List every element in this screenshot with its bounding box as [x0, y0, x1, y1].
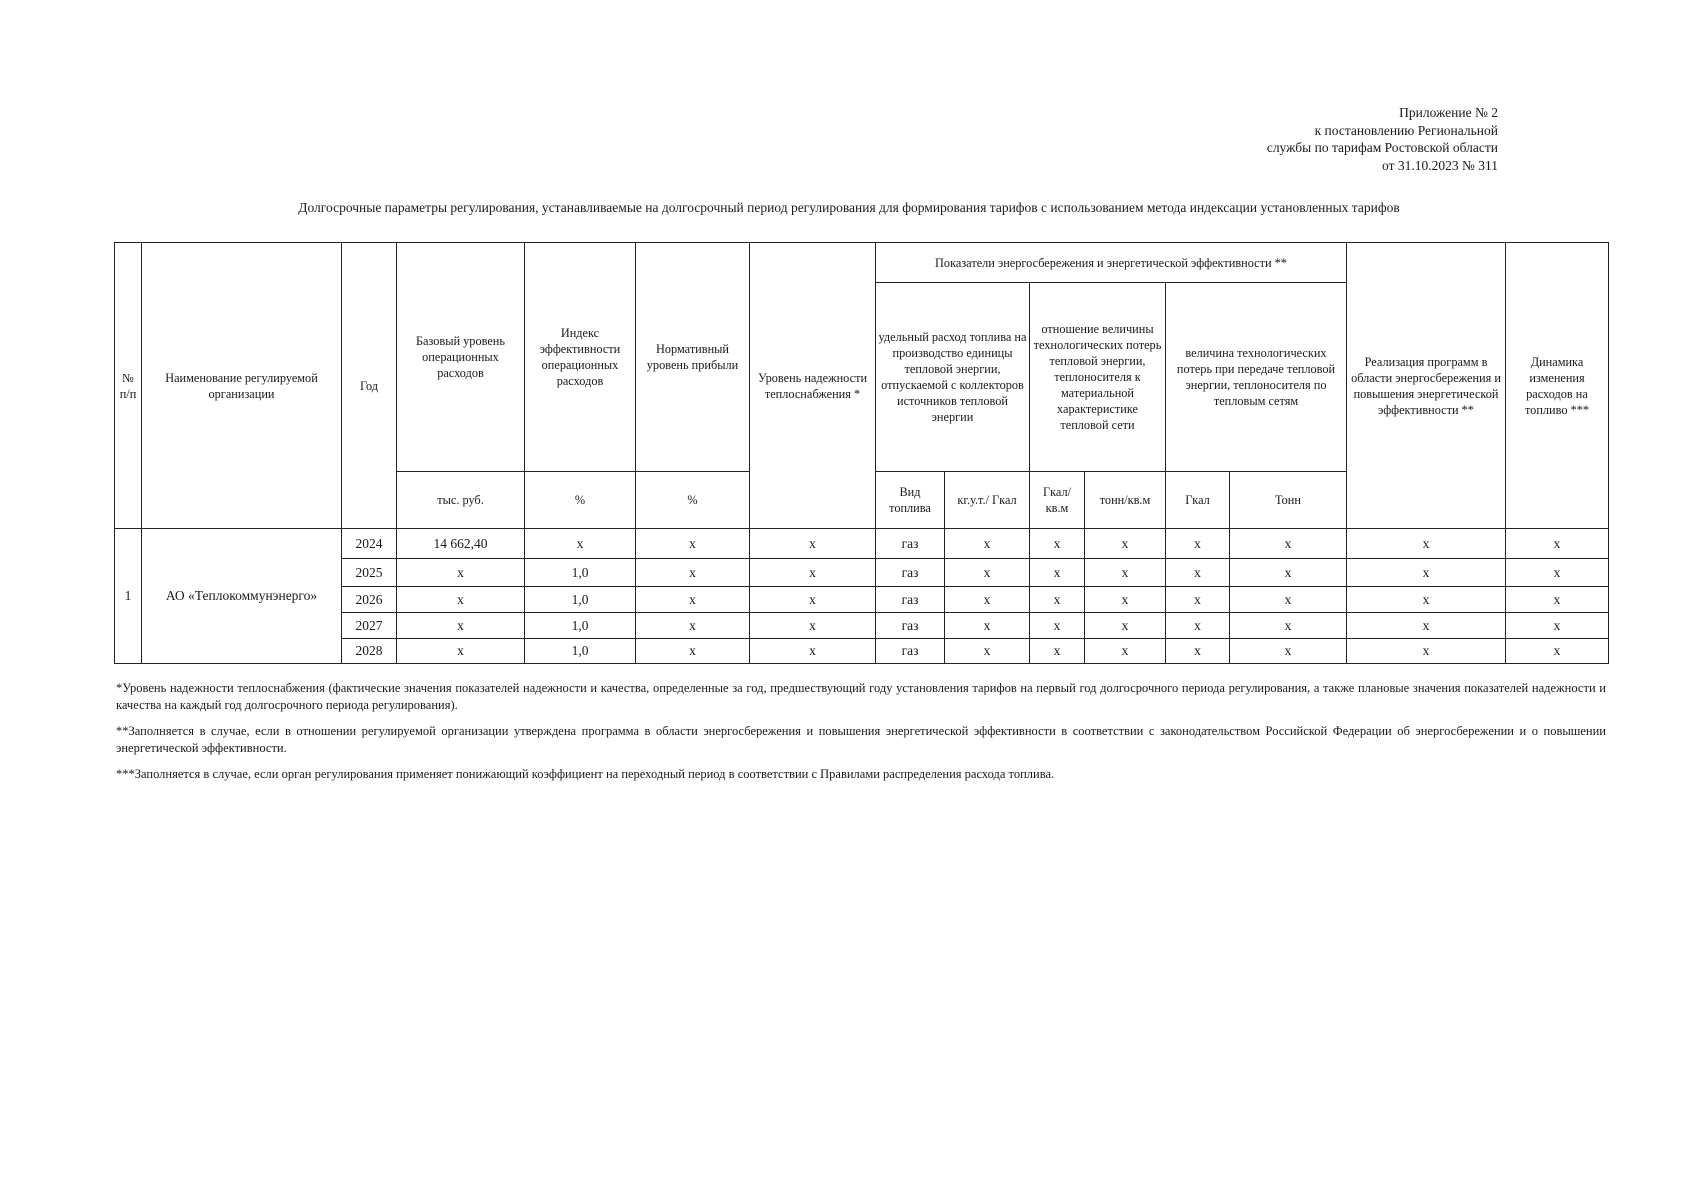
- table-cell: x: [1230, 559, 1347, 587]
- table-cell: 1,0: [525, 613, 636, 639]
- unit-profit: %: [636, 472, 750, 529]
- table-cell: x: [1166, 639, 1230, 664]
- table-cell: x: [1030, 613, 1085, 639]
- annex-line: к постановлению Региональной: [1314, 122, 1498, 138]
- table-cell: x: [750, 639, 876, 664]
- table-cell: x: [1085, 613, 1166, 639]
- table-cell: x: [636, 529, 750, 559]
- table-cell: x: [1085, 529, 1166, 559]
- table-cell: газ: [876, 559, 945, 587]
- table-cell: x: [1166, 529, 1230, 559]
- org-number: 1: [115, 529, 142, 664]
- table-cell: x: [750, 587, 876, 613]
- unit-index: %: [525, 472, 636, 529]
- header-efficiency-index: Индекс эффективности операционных расходов: [525, 243, 636, 472]
- table-cell: x: [1030, 639, 1085, 664]
- header-fuel-dynamics: Динамика изменения расходов на топливо ***: [1506, 243, 1609, 529]
- header-profit-level: Нормативный уровень прибыли: [636, 243, 750, 472]
- annex-line: Приложение № 2: [1399, 105, 1498, 120]
- unit-base: тыс. руб.: [397, 472, 525, 529]
- table-cell: x: [1230, 587, 1347, 613]
- unit-ton: Тонн: [1230, 472, 1347, 529]
- table-cell: x: [945, 613, 1030, 639]
- table-cell: x: [636, 559, 750, 587]
- header-loss-value: величина технологических потерь при передаче тепловой энергии, теплоносителя по тепловым сетям: [1166, 283, 1347, 472]
- table-cell: x: [750, 613, 876, 639]
- unit-gcal: Гкал: [1166, 472, 1230, 529]
- table-cell: x: [945, 559, 1030, 587]
- table-cell: x: [525, 529, 636, 559]
- header-loss-ratio: отношение величины технологических потерь тепловой энергии, теплоносителя к материальной характеристике тепловой сети: [1030, 283, 1166, 472]
- table-row: [115, 529, 1609, 559]
- footnote-reliability: *Уровень надежности теплоснабжения (фактические значения показателей надежности и качества, определенные за год, предшествующий году установления тарифов на первый год долгосрочного периода регулирования, а также плановые значения показателей надежности и качества на каждый год долгосрочного периода регулирования).: [116, 681, 1606, 712]
- table-cell: x: [1085, 587, 1166, 613]
- table-cell: x: [1506, 639, 1609, 664]
- table-cell: x: [750, 559, 876, 587]
- header-number: № п/п: [115, 243, 142, 529]
- table-cell: x: [1085, 639, 1166, 664]
- header-organization: Наименование регулируемой организации: [142, 243, 342, 529]
- unit-fuel-rate: кг.у.т./ Гкал: [945, 472, 1030, 529]
- table-cell: x: [397, 587, 525, 613]
- table-cell: x: [1166, 587, 1230, 613]
- table-cell: x: [1347, 613, 1506, 639]
- table-cell: газ: [876, 529, 945, 559]
- year-cell: 2025: [342, 559, 397, 587]
- table-cell: x: [1166, 559, 1230, 587]
- org-name: АО «Теплокоммунэнерго»: [142, 529, 342, 664]
- table-cell: x: [1506, 613, 1609, 639]
- table-cell: x: [397, 559, 525, 587]
- table-cell: x: [945, 529, 1030, 559]
- table-cell: x: [750, 529, 876, 559]
- table-cell: x: [1347, 559, 1506, 587]
- table-cell: x: [1030, 559, 1085, 587]
- header-reliability: Уровень надежности теплоснабжения *: [750, 243, 876, 529]
- table-cell: газ: [876, 639, 945, 664]
- table-cell: x: [945, 587, 1030, 613]
- table-cell: x: [1506, 559, 1609, 587]
- table-cell: x: [1347, 639, 1506, 664]
- year-cell: 2027: [342, 613, 397, 639]
- table-cell: x: [945, 639, 1030, 664]
- year-cell: 2028: [342, 639, 397, 664]
- table-cell: x: [636, 613, 750, 639]
- table-cell: x: [1030, 529, 1085, 559]
- unit-gcal-per-m2: Гкал/ кв.м: [1030, 472, 1085, 529]
- table-cell: 14 662,40: [397, 529, 525, 559]
- table-cell: x: [1030, 587, 1085, 613]
- table-cell: x: [1230, 639, 1347, 664]
- table-cell: 1,0: [525, 639, 636, 664]
- annex-header: [1267, 104, 1498, 174]
- table-cell: x: [1230, 529, 1347, 559]
- table-cell: x: [1347, 529, 1506, 559]
- table-cell: газ: [876, 587, 945, 613]
- table-cell: x: [1506, 587, 1609, 613]
- table-cell: x: [636, 587, 750, 613]
- header-energy-indicators: Показатели энергосбережения и энергетической эффективности **: [876, 243, 1347, 283]
- table-cell: x: [636, 639, 750, 664]
- footnotes: [116, 680, 1606, 792]
- table-cell: x: [1166, 613, 1230, 639]
- footnote-energy-program: **Заполняется в случае, если в отношении регулируемой организации утверждена программа в области энергосбережения и повышения энергетической эффективности в соответствии с законодательством Российской Федерации об энергосбережении и о повышении энергетической эффективности.: [116, 724, 1606, 755]
- unit-ton-per-m2: тонн/кв.м: [1085, 472, 1166, 529]
- table-cell: x: [397, 613, 525, 639]
- unit-fuel-type: Вид топлива: [876, 472, 945, 529]
- regulation-parameters-table: [114, 242, 1609, 664]
- footnote-fuel-coefficient: ***Заполняется в случае, если орган регулирования применяет понижающий коэффициент на переходный период в соответствии с Правилами распределения расхода топлива.: [116, 767, 1055, 781]
- table-cell: x: [1085, 559, 1166, 587]
- header-year: Год: [342, 243, 397, 529]
- header-programs: Реализация программ в области энергосбережения и повышения энергетической эффективности **: [1347, 243, 1506, 529]
- table-cell: x: [1506, 529, 1609, 559]
- table-cell: x: [397, 639, 525, 664]
- header-base-opex: Базовый уровень операционных расходов: [397, 243, 525, 472]
- annex-line: службы по тарифам Ростовской области: [1266, 140, 1498, 155]
- year-cell: 2024: [342, 529, 397, 559]
- table-cell: x: [1347, 587, 1506, 613]
- year-cell: 2026: [342, 587, 397, 613]
- header-fuel-rate: удельный расход топлива на производство единицы тепловой энергии, отпускаемой с коллекторов источников тепловой энергии: [876, 283, 1030, 472]
- table-cell: газ: [876, 613, 945, 639]
- table-cell: 1,0: [525, 559, 636, 587]
- document-title: Долгосрочные параметры регулирования, устанавливаемые на долгосрочный период регулирования для формирования тарифов с использованием метода индексации установленных тарифов: [298, 200, 1400, 215]
- table-cell: x: [1230, 613, 1347, 639]
- annex-line: от 31.10.2023 № 311: [1382, 157, 1498, 173]
- table-cell: 1,0: [525, 587, 636, 613]
